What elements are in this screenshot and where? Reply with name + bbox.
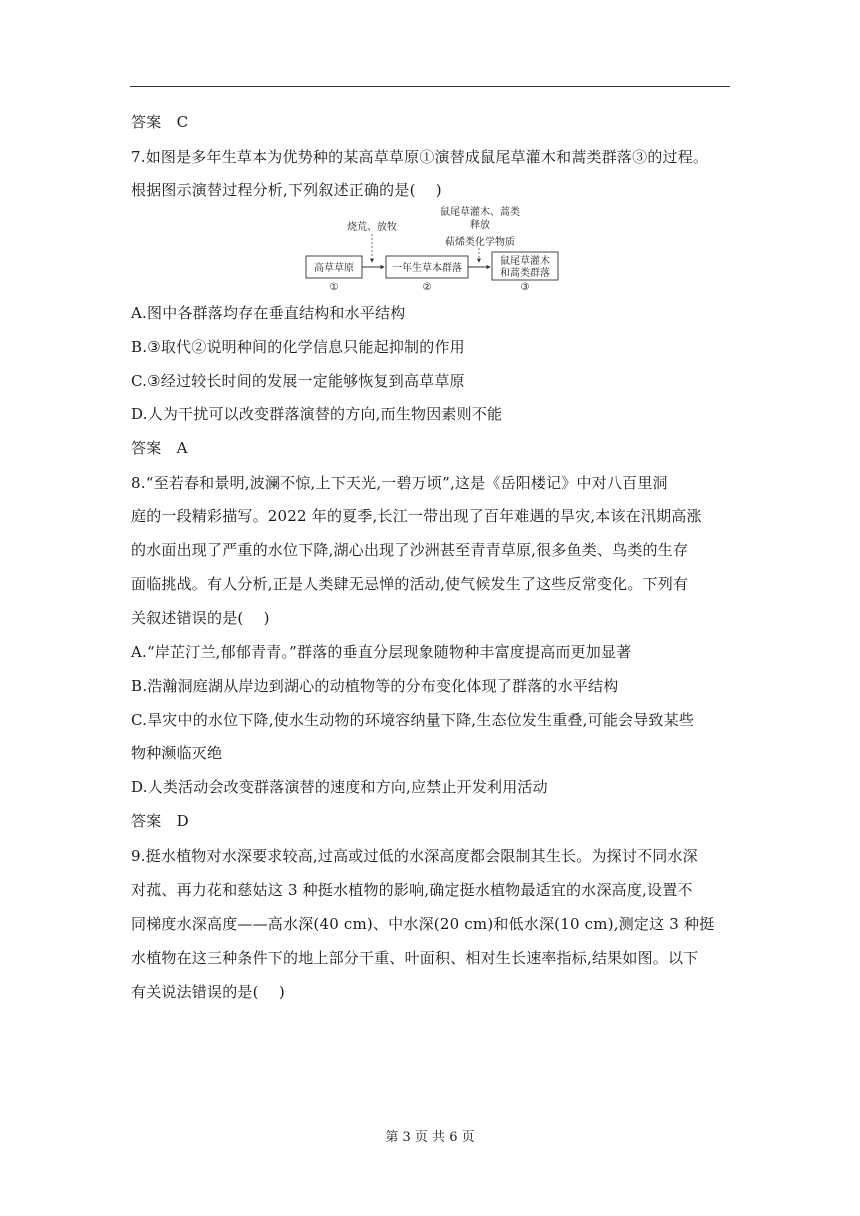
q9-stem-line2: 对菰、再力花和慈姑这 3 种挺水植物的影响,确定挺水植物最适宜的水深高度,设置不: [131, 881, 693, 899]
q8-option-c-line1: C.旱灾中的水位下降,使水生动物的环境容纳量下降,生态位发生重叠,可能会导致某些: [131, 711, 695, 729]
arrow2-label-line1: 鼠尾草灌木、蒿类: [440, 207, 520, 218]
q7-answer: 答案 A: [131, 439, 188, 457]
q7-stem-line1: 7.如图是多年生草本为优势种的某高草草原①演替成鼠尾草灌木和蒿类群落③的过程。: [131, 148, 709, 166]
box2-label: 一年生草本群落: [392, 263, 462, 274]
q9-stem-line4: 水植物在这三种条件下的地上部分干重、叶面积、相对生长速率指标,结果如图。以下: [131, 949, 699, 967]
num1: ①: [329, 282, 339, 292]
header-rule: [130, 86, 730, 87]
q8-stem-line2: 庭的一段精彩描写。2022 年的夏季,长江一带出现了百年难遇的旱灾,本该在汛期高涨: [131, 507, 702, 525]
q9-stem-line5: 有关说法错误的是( ): [131, 983, 285, 1001]
box1-label: 高草草原: [314, 263, 354, 274]
q6-answer: 答案 C: [131, 113, 189, 131]
q8-option-a: A.“岸芷汀兰,郁郁青青。”群落的垂直分层现象随物种丰富度提高而更加显著: [131, 643, 632, 661]
succession-diagram: [300, 200, 570, 292]
page-footer: 第 3 页 共 6 页: [385, 1130, 475, 1145]
box3-label-line1: 鼠尾草灌木: [500, 256, 550, 267]
q9-stem-line3: 同梯度水深高度——高水深(40 cm)、中水深(20 cm)和低水深(10 cm),测定这 3 种挺: [131, 915, 715, 933]
num2: ②: [422, 282, 432, 292]
q8-stem-line4: 面临挑战。有人分析,正是人类肆无忌惮的活动,使气候发生了这些反常变化。下列有: [131, 575, 689, 593]
q9-stem-line1: 9.挺水植物对水深要求较高,过高或过低的水深高度都会限制其生长。为探讨不同水深: [131, 847, 698, 865]
q8-stem-line5: 关叙述错误的是( ): [131, 609, 270, 627]
arrow2-label-line2: 释放: [470, 220, 490, 231]
q8-answer: 答案 D: [131, 812, 189, 830]
q7-option-b: B.③取代②说明种间的化学信息只能起抑制的作用: [131, 338, 465, 356]
arrow2-label-line3: 萜烯类化学物质: [445, 237, 515, 248]
q8-stem-line1: 8.“至若春和景明,波澜不惊,上下天光,一碧万顷”,这是《岳阳楼记》中对八百里洞: [131, 474, 668, 492]
q7-stem-line2: 根据图示演替过程分析,下列叙述正确的是( ): [131, 181, 442, 199]
q7-option-c: C.③经过较长时间的发展一定能够恢复到高草草原: [131, 372, 465, 390]
q7-option-d: D.人为干扰可以改变群落演替的方向,而生物因素则不能: [131, 405, 503, 423]
num3: ③: [520, 282, 530, 292]
q8-option-c-line2: 物种濒临灭绝: [131, 744, 223, 762]
arrow1-label: 烧荒、放牧: [347, 222, 397, 233]
q8-option-d: D.人类活动会改变群落演替的速度和方向,应禁止开发利用活动: [131, 778, 548, 796]
q8-stem-line3: 的水面出现了严重的水位下降,湖心出现了沙洲甚至青青草原,很多鱼类、鸟类的生存: [131, 541, 689, 559]
q7-option-a: A.图中各群落均存在垂直结构和水平结构: [131, 304, 406, 322]
box3-label-line2: 和蒿类群落: [500, 268, 550, 279]
q8-option-b: B.浩瀚洞庭湖从岸边到湖心的动植物等的分布变化体现了群落的水平结构: [131, 677, 619, 695]
